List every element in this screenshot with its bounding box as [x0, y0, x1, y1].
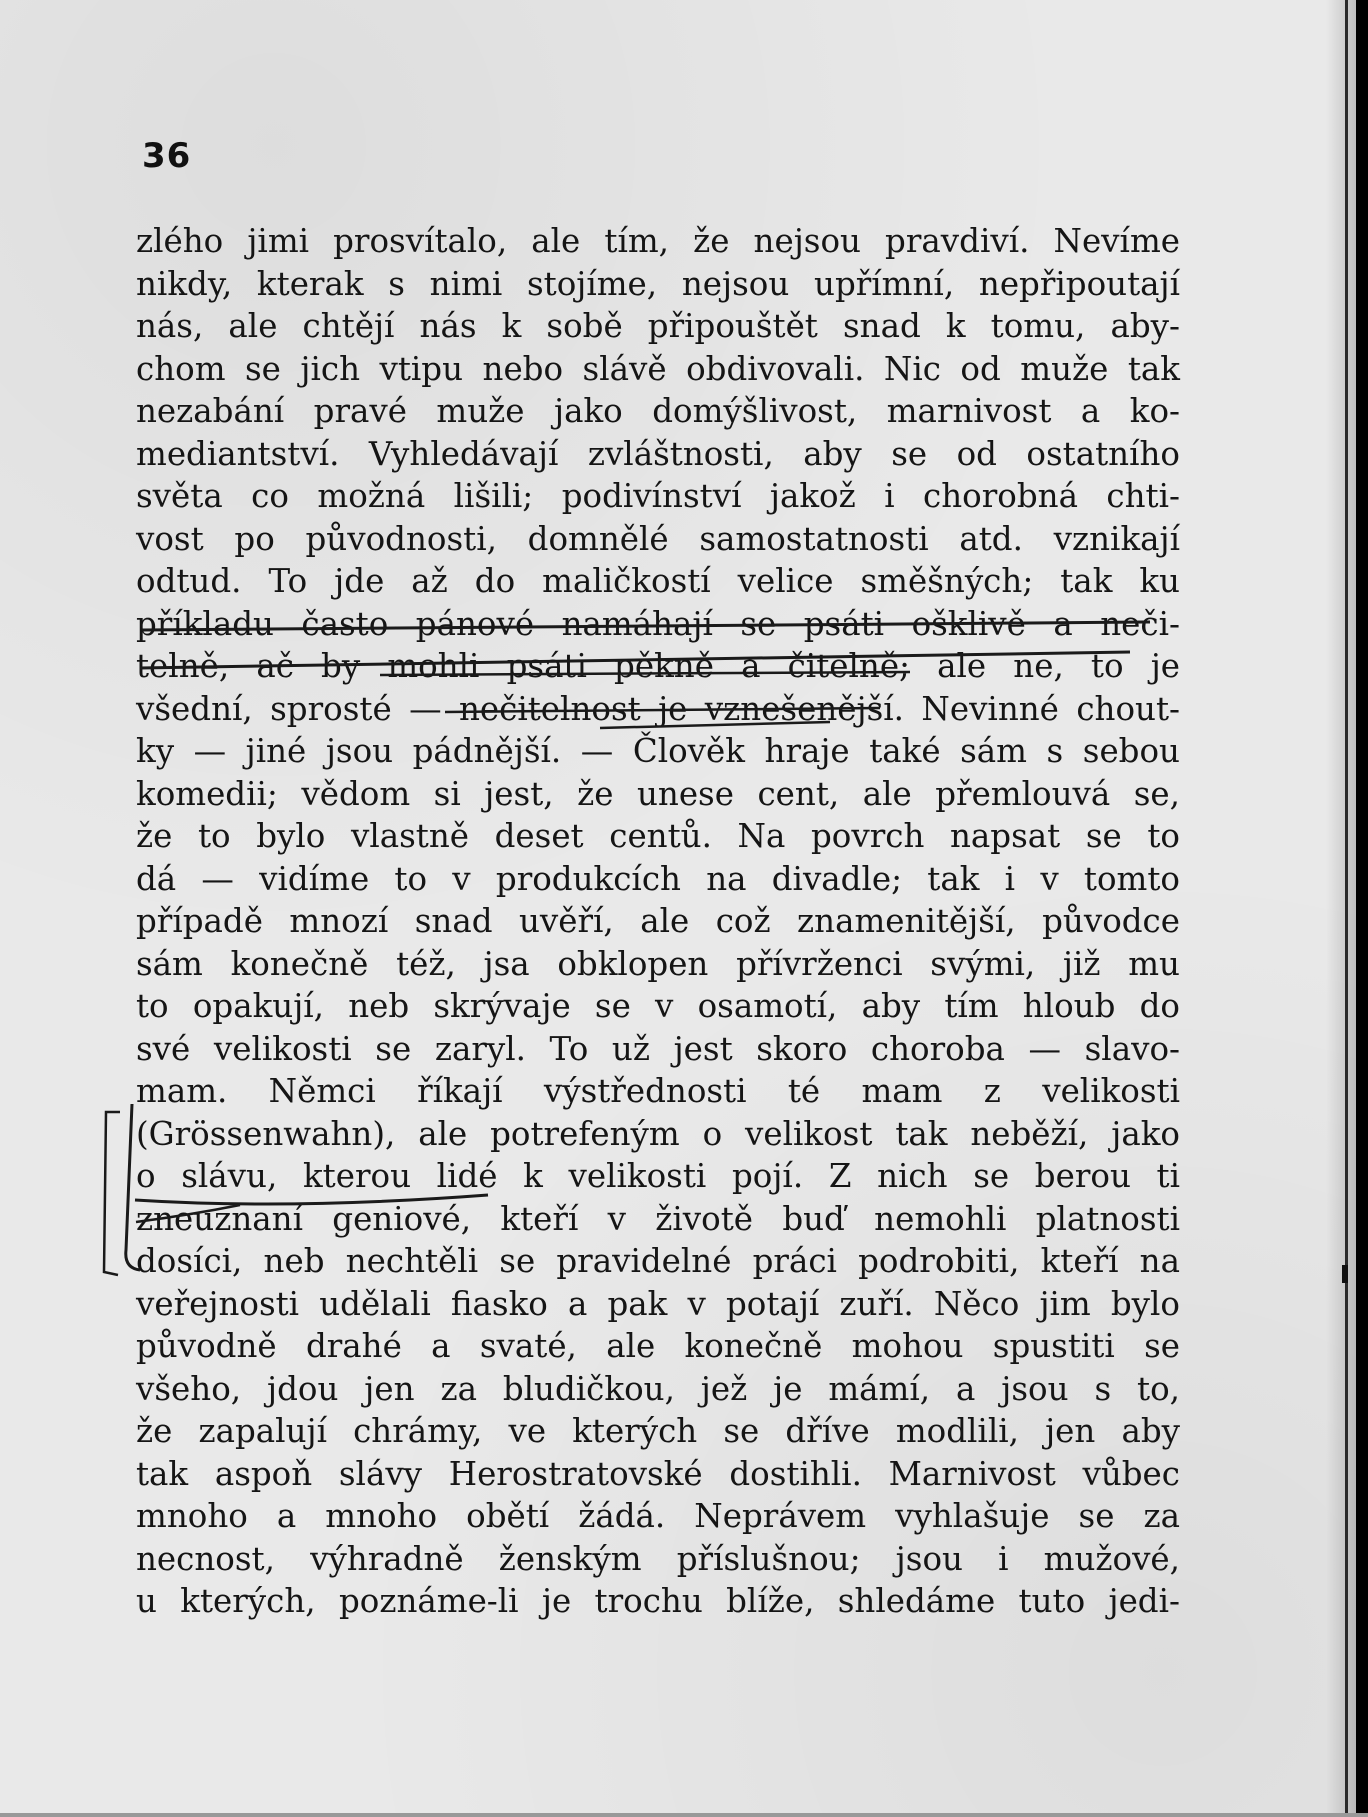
text-line: mediantství. Vyhledávají zvláštnosti, aby se od ostatního	[136, 434, 1180, 473]
text-line: původně drahé a svaté, ale konečně mohou spustiti se	[136, 1327, 1180, 1365]
text-line: zlého jimi prosvítalo, ale tím, že nejsou pravdiví. Nevíme	[136, 222, 1180, 260]
text-line: mam. Němci říkají výstřednosti té mam z velikosti	[136, 1072, 1180, 1110]
text-line: ky — jiné jsou pádnější. — Člověk hraje také sám s sebou	[136, 732, 1180, 770]
page-bottom-edge	[0, 1813, 1368, 1817]
text-line: (Grössenwahn), ale potrefeným o velikost tak neběží, jako	[136, 1114, 1180, 1153]
text-line: chom se jich vtipu nebo slávě obdivovali. Nic od muže tak	[136, 349, 1180, 388]
text-line: u kterých, poznáme-li je trochu blíže, shledáme tuto jedi-	[136, 1582, 1180, 1620]
text-line: zneuznaní geniové, kteří v životě buď nemohli platnosti	[136, 1199, 1180, 1238]
text-line: nezabání pravé muže jako domýšlivost, marnivost a ko-	[136, 392, 1180, 430]
page-number: 36	[142, 136, 192, 176]
text-line: případě mnozí snad uvěří, ale což znamenitější, původce	[136, 902, 1180, 940]
text-line: to opakují, neb skrývaje se v osamotí, aby tím hloub do	[136, 987, 1180, 1025]
text-line: tak aspoň slávy Herostratovské dostihli. Marnivost vůbec	[136, 1454, 1180, 1493]
text-line: telně, ač by mohli psáti pěkně a čitelně; ale ne, to je	[136, 647, 1180, 685]
text-line: své velikosti se zaryl. To už jest skoro choroba — slavo-	[136, 1029, 1180, 1068]
text-line: komedii; vědom si jest, že unese cent, ale přemlouvá se,	[136, 774, 1180, 813]
page-edge-line	[1345, 0, 1348, 1817]
text-line: necnost, výhradně ženským příslušnou; jsou i mužové,	[136, 1539, 1180, 1578]
text-line: mnoho a mnoho obětí žádá. Neprávem vyhlašuje se za	[136, 1497, 1180, 1535]
body-text	[136, 220, 1180, 1623]
bracket-mark	[104, 1112, 120, 1275]
text-line: že to bylo vlastně deset centů. Na povrch napsat se to	[136, 817, 1180, 855]
text-line: všeho, jdou jen za bludičkou, jež je mámí, a jsou s to,	[136, 1369, 1180, 1408]
text-line: nás, ale chtějí nás k sobě připouštět snad k tomu, aby-	[136, 307, 1180, 345]
page-edge	[1356, 0, 1368, 1817]
page-gutter-shadow	[1326, 0, 1356, 1817]
text-line: o slávu, kterou lidé k velikosti pojí. Z nich se berou ti	[136, 1157, 1180, 1195]
text-line: příkladu často pánové namáhají se psáti ošklivě a neči-	[136, 604, 1180, 643]
text-line: vost po původnosti, domnělé samostatnosti atd. vznikají	[136, 519, 1180, 558]
text-line: všední, sprosté — nečitelnost je vznešenější. Nevinné chout-	[136, 689, 1180, 728]
text-line: nikdy, kterak s nimi stojíme, nejsou upřímní, nepřipoutají	[136, 264, 1180, 303]
text-line: sám konečně též, jsa obklopen přívrženci svými, již mu	[136, 944, 1180, 983]
text-line: odtud. To jde až do maličkostí velice směšných; tak ku	[136, 562, 1180, 600]
text-line: veřejnosti udělali fiasko a pak v potají zuří. Něco jim bylo	[136, 1284, 1180, 1323]
text-line: že zapalují chrámy, ve kterých se dříve modlili, jen aby	[136, 1412, 1180, 1450]
text-line: světa co možná lišili; podivínství jakož i chorobná chti-	[136, 477, 1180, 515]
text-line: dá — vidíme to v produkcích na divadle; tak i v tomto	[136, 859, 1180, 898]
text-line: dosíci, neb nechtěli se pravidelné práci podrobiti, kteří na	[136, 1242, 1180, 1280]
